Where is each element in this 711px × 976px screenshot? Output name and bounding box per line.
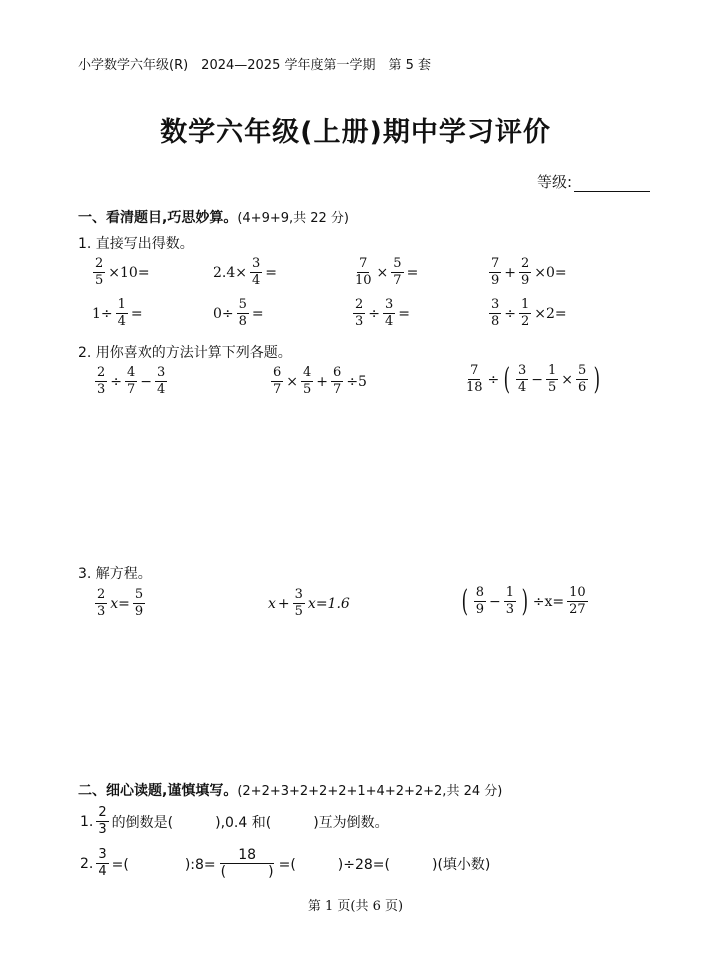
fraction: $\frac{1}{5}$ — [548, 363, 557, 395]
question-1-1: 1. 直接写出得数。 — [78, 236, 194, 252]
left-paren: ( — [503, 361, 511, 397]
fraction: $\frac{1}{2}$ — [521, 297, 530, 329]
fraction: $\frac{5}{9}$ — [134, 587, 144, 619]
calc-item-7: $\frac{2}{3}$ ÷ $\frac{3}{4}$ = — [355, 297, 411, 329]
fraction: 18 ( ) — [220, 847, 274, 880]
calc-item-2: 2.4× $\frac{3}{4}$ = — [213, 256, 278, 288]
grade-field — [537, 171, 650, 192]
grade-label: 等级: — [537, 173, 573, 191]
fill-question-2: 2. $\frac{3}{4}$ =( ):8= 18 ( ) =( )÷28=( )(填小数) — [80, 847, 491, 880]
fraction: $\frac{3}{4}$ — [252, 256, 261, 288]
page-footer: 第 1 页(共 6 页) — [307, 899, 404, 914]
fraction: $\frac{1}{4}$ — [117, 297, 126, 329]
equation-1: 2 3 x= $\frac{5}{9}$ — [97, 587, 144, 619]
fraction: $\frac{6}{7}$ — [273, 365, 282, 397]
fraction: $\frac{3}{4}$ — [98, 847, 107, 879]
fill-blank-text[interactable]: 的倒数是( ),0.4 和( )互为倒数。 — [111, 814, 389, 831]
fraction: 8 9 — [475, 585, 484, 617]
fraction: $\frac{5}{6}$ — [578, 363, 587, 395]
fraction: $\frac{2}{9}$ — [521, 256, 530, 288]
fraction: $\frac{3}{4}$ — [157, 365, 166, 397]
calc-item-9: $\frac{2}{3}$ ÷ $\frac{4}{7}$ − $\frac{3}{4}$ — [97, 365, 166, 397]
calc-item-6: 0÷ $\frac{5}{8}$ = — [213, 297, 264, 329]
fraction: $\frac{2}{3}$ — [355, 297, 364, 329]
section-2-title: 二、细心读题,谨慎填写。(2+2+3+2+2+2+1+4+2+2+2,共 24 分) — [78, 783, 503, 799]
fraction: $\frac{1}{3}$ — [505, 585, 515, 617]
fraction: $\frac{5}{7}$ — [393, 256, 402, 288]
calc-item-3: $\frac{7}{10}$ × $\frac{5}{7}$ = — [355, 256, 419, 288]
fraction: $\frac{10}{27}$ — [569, 585, 586, 617]
calc-item-4: 7 9 + $\frac{2}{9}$ ×0= — [491, 256, 567, 288]
calc-item-10: $\frac{6}{7}$ × $\frac{4}{5}$ + $\frac{6}{7}$ ÷5 — [273, 365, 367, 397]
question-1-2: 2. 用你喜欢的方法计算下列各题。 — [78, 345, 292, 361]
equation-3: ( 8 9 − $\frac{1}{3}$ ) ÷x= $\frac{10}{27}$ — [461, 583, 586, 619]
fraction: 2 3 — [98, 805, 107, 837]
fraction: $\frac{3}{5}$ — [294, 587, 303, 619]
fraction: 3 4 — [518, 363, 527, 395]
grade-blank[interactable] — [574, 177, 650, 192]
calc-item-8: $\frac{3}{8}$ ÷ $\frac{1}{2}$ ×2= — [491, 297, 567, 329]
fraction: $\frac{7}{10}$ — [355, 256, 372, 288]
fraction: $\frac{6}{7}$ — [333, 365, 342, 397]
equation-2: x + $\frac{3}{5}$ x=1.6 — [268, 587, 350, 619]
fraction: $\frac{5}{8}$ — [238, 297, 247, 329]
fraction: $\frac{2}{3}$ — [97, 365, 106, 397]
exam-header: 小学数学六年级(R) 2024—2025 学年度第一学期 第 5 套 — [78, 58, 432, 73]
calc-item-1: $\frac{2}{5}$ ×10= — [95, 256, 150, 288]
right-paren: ) — [593, 361, 601, 397]
fraction: $\frac{4}{7}$ — [127, 365, 136, 397]
page-title: 数学六年级(上册)期中学习评价 — [160, 117, 551, 148]
fraction: 7 9 — [491, 256, 500, 288]
fraction: $\frac{4}{5}$ — [303, 365, 312, 397]
question-1-3: 3. 解方程。 — [78, 566, 152, 582]
section-1-title: 一、看清题目,巧思妙算。(4+9+9,共 22 分) — [78, 210, 350, 226]
fraction: $\frac{3}{8}$ — [491, 297, 500, 329]
calc-item-11: $\frac{7}{18}$ ÷ ( 3 4 − $\frac{1}{5}$ × $\frac{5}{6}$ ) — [466, 361, 601, 397]
fraction: $\frac{7}{18}$ — [466, 363, 483, 395]
fill-question-1: 1. 2 3 的倒数是( ),0.4 和( )互为倒数。 — [80, 805, 389, 837]
fraction: $\frac{2}{5}$ — [95, 256, 104, 288]
calc-item-5: 1÷ $\frac{1}{4}$ = — [92, 297, 143, 329]
fraction: 2 3 — [97, 587, 106, 619]
fraction: $\frac{3}{4}$ — [385, 297, 394, 329]
